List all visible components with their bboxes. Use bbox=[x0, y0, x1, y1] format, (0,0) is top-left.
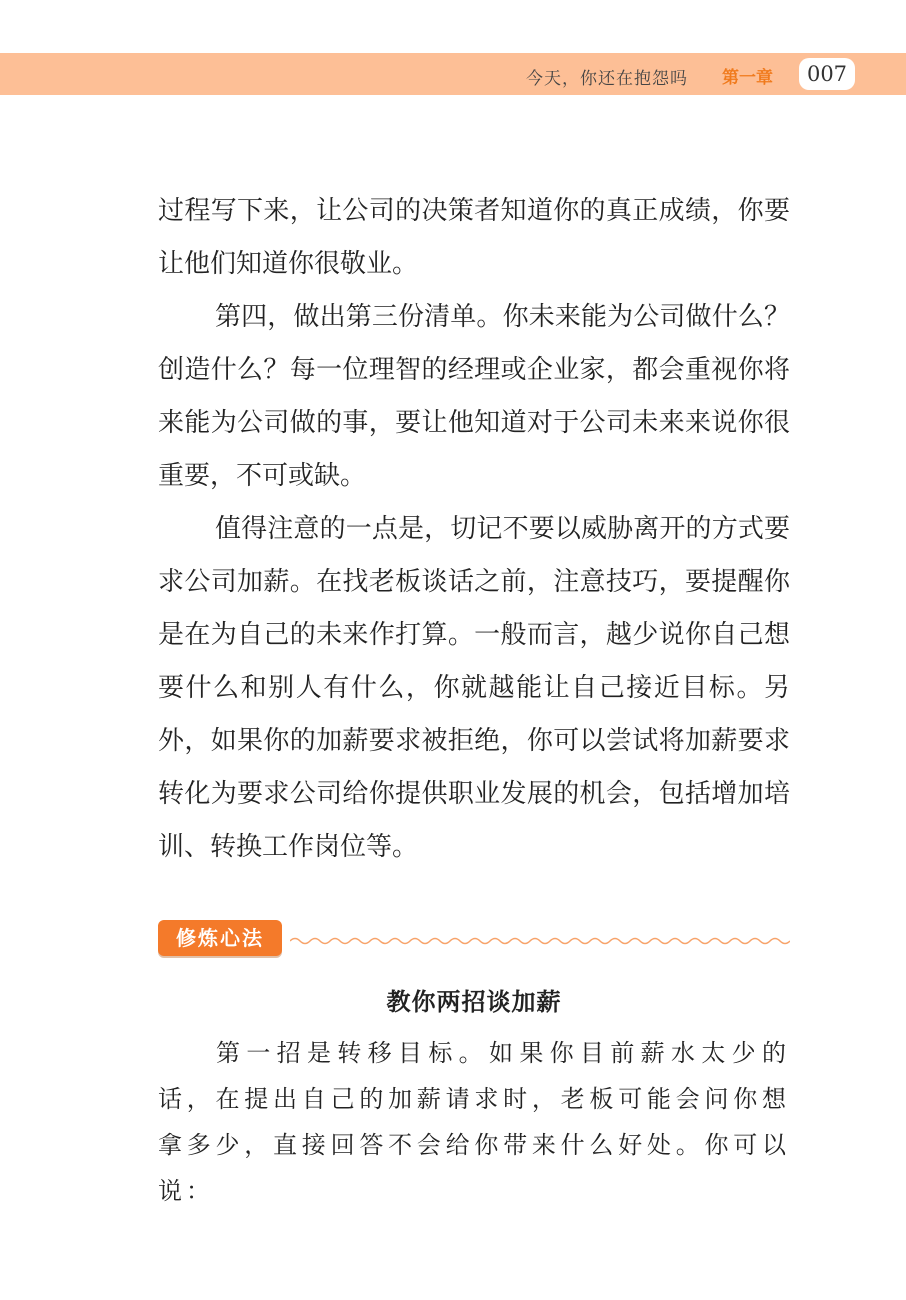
tip-label: 修炼心法 bbox=[158, 920, 282, 956]
tip-section-header bbox=[158, 920, 790, 960]
page-number: 007 bbox=[799, 58, 855, 90]
tip-subtitle: 教你两招谈加薪 bbox=[386, 988, 562, 1016]
paragraph-3: 值得注意的一点是，切记不要以威胁离开的方式要求公司加薪。在找老板谈话之前，注意技巧，要提醒你是在为自己的未来作打算。一般而言，越少说你自己想要什么和别人有什么，你就越能让自己接近目标。另外，如果你的加薪要求被拒绝，你可以尝试将加薪要求转化为要求公司给你提供职业发展的机会，包括增加培训、转换工作岗位等。 bbox=[158, 514, 790, 862]
running-title: 今天，你还在抱怨吗 bbox=[526, 69, 688, 89]
paragraph-1: 过程写下来，让公司的决策者知道你的真正成绩，你要让他们知道你很敬业。 bbox=[158, 196, 790, 279]
tip-body bbox=[158, 1030, 790, 1214]
chapter-label: 第一章 bbox=[722, 68, 773, 88]
paragraph-2: 第四，做出第三份清单。你未来能为公司做什么？创造什么？每一位理智的经理或企业家，都会重视你将来能为公司做的事，要让他知道对于公司未来来说你很重要，不可或缺。 bbox=[158, 302, 790, 491]
main-text bbox=[158, 185, 790, 874]
wavy-divider bbox=[290, 936, 790, 946]
tip-paragraph: 第一招是转移目标。如果你目前薪水太少的话，在提出自己的加薪请求时，老板可能会问你想拿多少，直接回答不会给你带来什么好处。你可以说： bbox=[158, 1039, 790, 1205]
